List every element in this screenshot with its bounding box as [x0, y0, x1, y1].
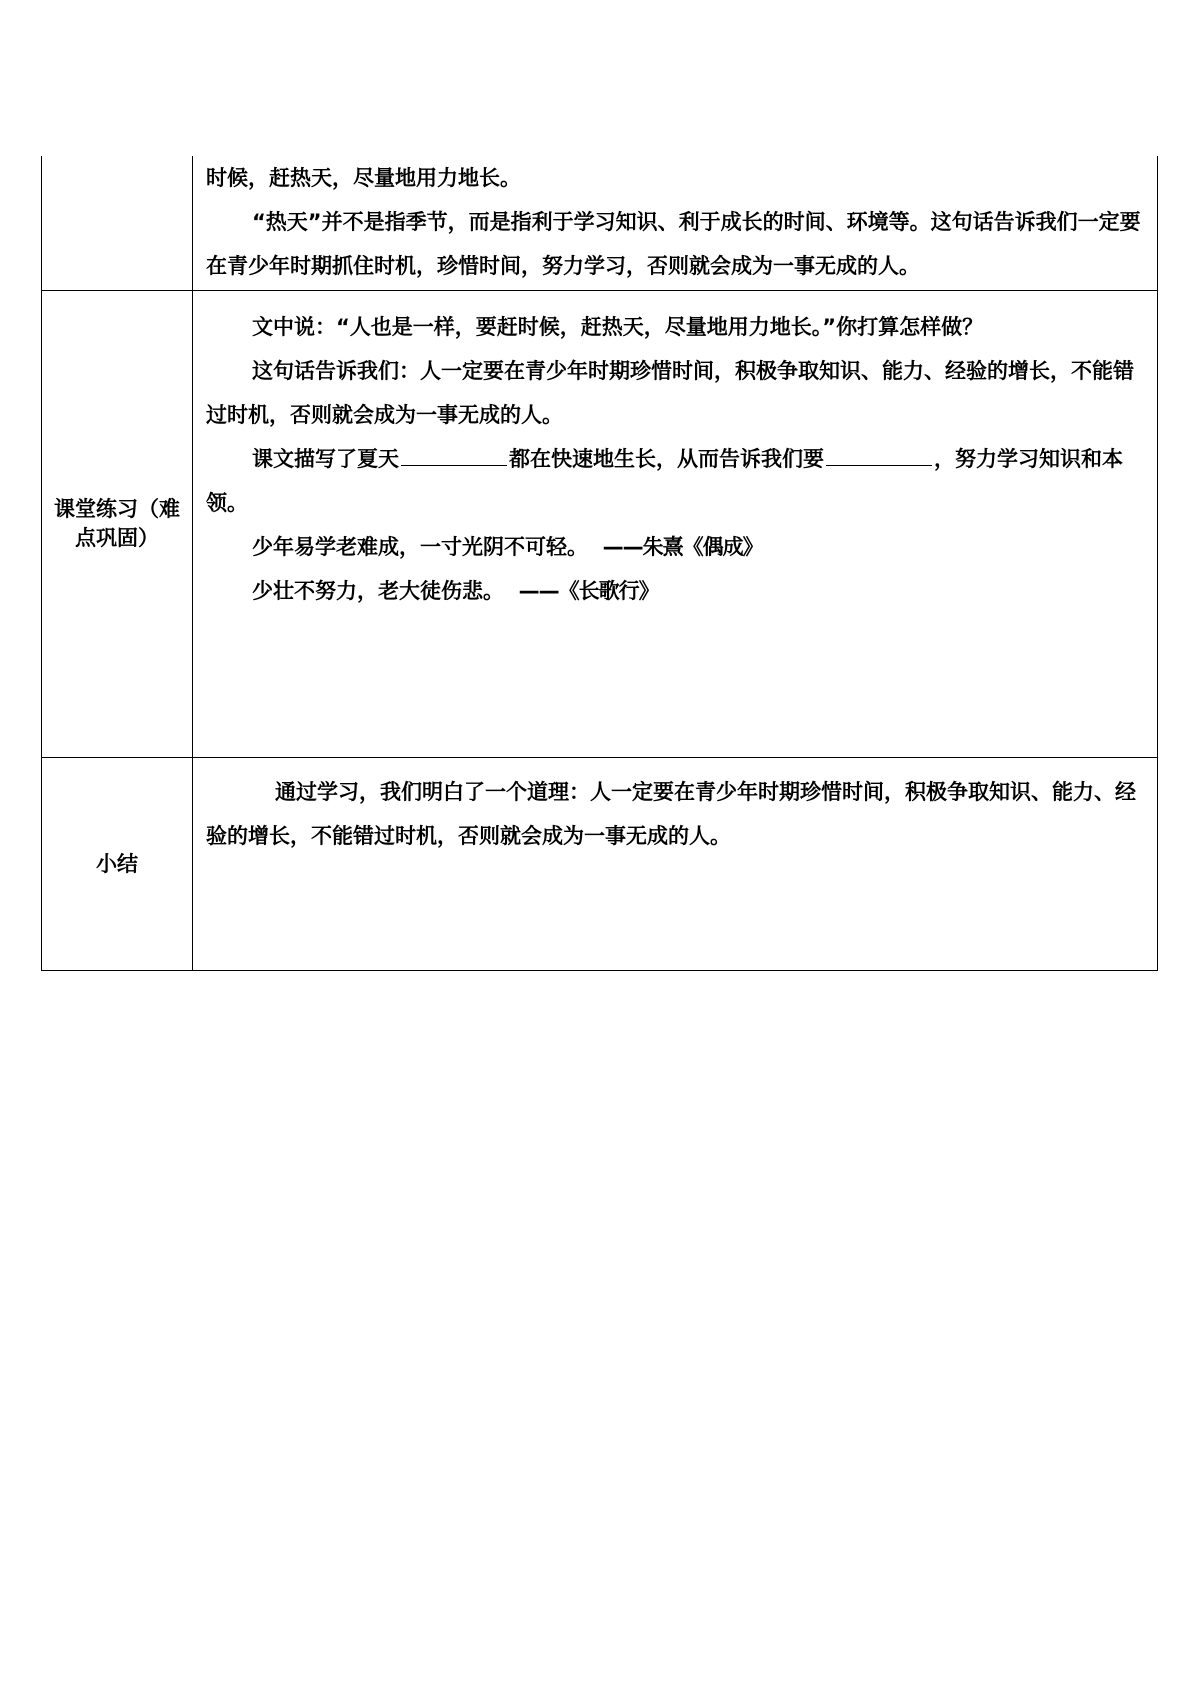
lesson-table [41, 156, 1158, 971]
table-row [42, 758, 1158, 971]
fill-in-question [206, 437, 1149, 525]
quote-text: 少年易学老难成，一寸光阴不可轻。 [252, 535, 588, 559]
quote-source: ——《长歌行》 [518, 579, 659, 603]
answer-blank-1[interactable] [401, 437, 507, 466]
quote-text: 少壮不努力，老大徒伤悲。 [252, 579, 504, 603]
fill-in-text-3: ，努力学习知识和本领。 [206, 447, 1123, 515]
quote-line [206, 569, 1149, 613]
quote-line [206, 525, 1149, 569]
paragraph: 文中说：“人也是一样，要赶时候，赶热天，尽量地用力地长。”你打算怎样做？ [252, 315, 984, 339]
row-content [193, 156, 1158, 291]
row-label [42, 156, 193, 291]
answer-blank-2[interactable] [826, 437, 932, 466]
table-row [42, 291, 1158, 758]
paragraph: 通过学习，我们明白了一个道理：人一定要在青少年时期珍惜时间，积极争取知识、能力、经验的增长，不能错过时机，否则就会成为一事无成的人。 [206, 780, 1136, 848]
row-content [193, 291, 1158, 758]
row-content [193, 758, 1158, 971]
quote-source: ——朱熹《偶成》 [602, 535, 763, 559]
paragraph: 这句话告诉我们：人一定要在青少年时期珍惜时间，积极争取知识、能力、经验的增长，不能错过时机，否则就会成为一事无成的人。 [206, 359, 1134, 427]
paragraph: 时候，赶热天，尽量地用力地长。 [206, 166, 521, 190]
row-label-text: 课堂练习（难点巩固） [54, 497, 180, 550]
row-label [42, 291, 193, 758]
fill-in-text-1: 课文描写了夏天 [252, 447, 399, 471]
table-row [42, 156, 1158, 291]
paragraph: “热天”并不是指季节，而是指利于学习知识、利于成长的时间、环境等。这句话告诉我们一定要在青少年时期抓住时机，珍惜时间，努力学习，否则就会成为一事无成的人。 [206, 210, 1141, 278]
row-label: 小结 [42, 758, 193, 971]
fill-in-text-2: 都在快速地生长，从而告诉我们要 [509, 447, 824, 471]
